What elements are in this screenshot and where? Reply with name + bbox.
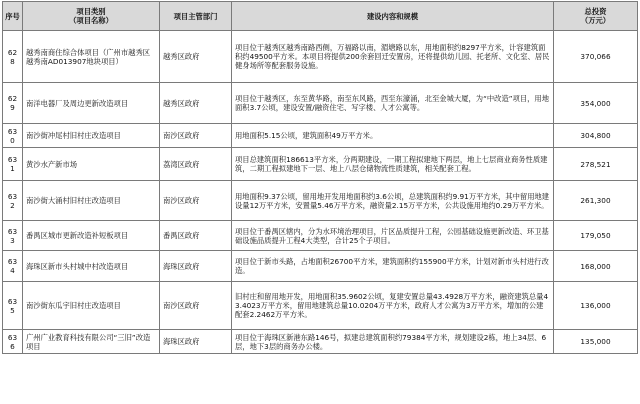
project-department: 海珠区政府 [160,251,232,282]
project-investment: 278,521 [554,148,638,181]
project-department: 南沙区政府 [160,181,232,221]
header-no: 序号 [3,2,23,31]
project-name: 南沙街东瓜宇旧村庄改造项目 [23,282,160,330]
table-row [3,221,638,251]
table-row [3,181,638,221]
project-content: 用地面积9.37公顷，留用地开发用地面积约3.6公顷，总建筑面积约9.91万平方米，其中留用地建设量12万平方米，安置量5.46万平方米，融资量2.15万平方米，公共设施用地约0.29万平方米。 [232,181,554,221]
project-investment: 370,066 [554,31,638,83]
project-department: 荔湾区政府 [160,148,232,181]
table-row [3,330,638,354]
table-row [3,124,638,148]
table-row [3,31,638,83]
project-name: 南洋电器厂及周边更新改造项目 [23,83,160,124]
project-department: 越秀区政府 [160,83,232,124]
project-investment: 179,050 [554,221,638,251]
project-content: 旧村庄和留用地开发，用地面积35.9602公顷，复建安置总量43.4928万平方米，融资建筑总量43.4023万平方米，留用地建筑总量10.0204万平方米，政府人才公寓为3万平方米，增加的公建配套2.2462万平方米。 [232,282,554,330]
project-name: 南沙街大涌村旧村庄改造项目 [23,181,160,221]
table-row [3,148,638,181]
project-investment: 261,300 [554,181,638,221]
project-content: 项目位于越秀区越秀南路西侧，万福路以南，湄塘路以东，用地面积约8297平方米，计容建筑面积约49500平方米。本项目将提供200余套回迁安置房，还将提供幼儿园、托老所、文化室、居民健身场所等配套服务设施。 [232,31,554,83]
project-content: 项目位于越秀区，东至黄华路，南至东风路，西至东濠涌，北至金城大厦，为“中改造”项目，用地面积3.7公顷，建设安置/融资住宅、写字楼、人才公寓等。 [232,83,554,124]
project-name: 番禺区城市更新改造补短板项目 [23,221,160,251]
table-row [3,83,638,124]
table-header-row [3,2,638,31]
project-department: 海珠区政府 [160,330,232,354]
project-investment: 135,000 [554,330,638,354]
project-content: 项目总建筑面积186613平方米，分两期建设，一期工程拟建地下两层，地上七层商业商务性质建筑，二期工程拟建地下一层、地上八层仓储物流性质建筑，相关配套工程。 [232,148,554,181]
row-number: 632 [3,181,23,221]
project-department: 南沙区政府 [160,282,232,330]
header-investment: 总投资 （万元） [554,2,638,31]
project-investment: 354,000 [554,83,638,124]
project-department: 南沙区政府 [160,124,232,148]
project-investment: 136,000 [554,282,638,330]
header-department: 项目主管部门 [160,2,232,31]
project-department: 番禺区政府 [160,221,232,251]
project-name: 越秀南商住综合体项目（广州市越秀区越秀南AD013907地块项目） [23,31,160,83]
project-name: 南沙街冲尾村旧村庄改造项目 [23,124,160,148]
project-investment: 168,000 [554,251,638,282]
header-content: 建设内容和规模 [232,2,554,31]
row-number: 633 [3,221,23,251]
project-department: 越秀区政府 [160,31,232,83]
project-investment: 304,800 [554,124,638,148]
project-name: 黄沙水产新市场 [23,148,160,181]
row-number: 635 [3,282,23,330]
header-category: 项目类别 （项目名称） [23,2,160,31]
row-number: 634 [3,251,23,282]
row-number: 631 [3,148,23,181]
project-content: 项目位于新市头路，占地面积26700平方米，建筑面积约155900平方米，计划对新市头村进行改造。 [232,251,554,282]
project-content: 用地面积5.15公顷，建筑面积49万平方米。 [232,124,554,148]
project-content: 项目位于海珠区新港东路146号，拟建总建筑面积约79384平方米，规划建设2栋，地上34层、6层，地下3层的商务办公楼。 [232,330,554,354]
table-row [3,251,638,282]
project-content: 项目位于番禺区辖内，分为水环境治理项目，片区品质提升工程，公园基础设施更新改造、环卫基础设施品质提升工程4大类型，合计25个子项目。 [232,221,554,251]
row-number: 629 [3,83,23,124]
project-name: 海珠区新市头村城中村改造项目 [23,251,160,282]
row-number: 630 [3,124,23,148]
project-name: 广州广业教育科技有限公司“三旧”改造项目 [23,330,160,354]
row-number: 636 [3,330,23,354]
project-table [2,1,638,354]
table-row [3,282,638,330]
row-number: 628 [3,31,23,83]
